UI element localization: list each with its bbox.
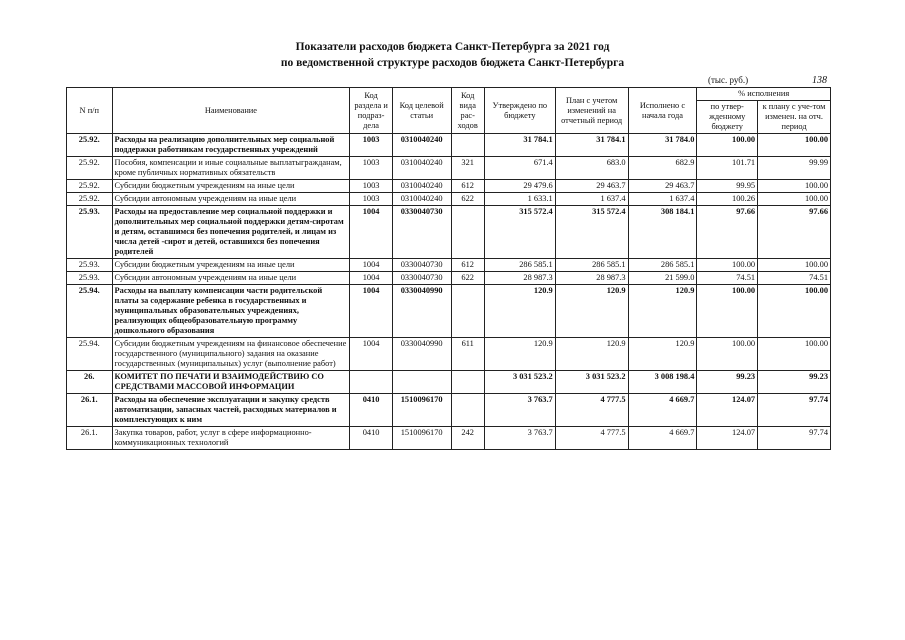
row-razdel-code: 1003 <box>350 193 393 206</box>
row-plan: 120.9 <box>555 285 628 338</box>
row-pct-plan: 74.51 <box>758 272 831 285</box>
row-name: Субсидии бюджетным учреждениям на иные цели <box>112 259 350 272</box>
row-executed: 682.9 <box>628 157 697 180</box>
table-body <box>67 134 831 450</box>
row-pct-approved: 74.51 <box>697 272 758 285</box>
row-pct-plan: 97.66 <box>758 206 831 259</box>
row-pct-plan: 100.00 <box>758 259 831 272</box>
row-vid-code: 611 <box>451 338 484 371</box>
row-number: 25.93. <box>67 272 113 285</box>
table-row <box>67 394 831 427</box>
table-row <box>67 193 831 206</box>
row-executed: 29 463.7 <box>628 180 697 193</box>
row-number: 25.93. <box>67 206 113 259</box>
header-name: Наименование <box>112 88 350 134</box>
row-name: Субсидии бюджетным учреждениям на финансовое обеспечение государственного (муниципального) задания на оказание государственных (муниципальных) услуг (выполнение работ) <box>112 338 350 371</box>
row-number: 25.94. <box>67 338 113 371</box>
row-razdel-code: 0410 <box>350 394 393 427</box>
row-pct-approved: 99.95 <box>697 180 758 193</box>
row-vid-code <box>451 206 484 259</box>
row-executed: 1 637.4 <box>628 193 697 206</box>
row-executed: 308 184.1 <box>628 206 697 259</box>
row-pct-approved: 100.00 <box>697 134 758 157</box>
row-pct-approved: 97.66 <box>697 206 758 259</box>
budget-table <box>66 87 831 450</box>
row-vid-code: 612 <box>451 180 484 193</box>
row-pct-approved: 100.00 <box>697 285 758 338</box>
row-executed: 4 669.7 <box>628 427 697 450</box>
row-razdel-code: 1003 <box>350 180 393 193</box>
row-vid-code: 321 <box>451 157 484 180</box>
row-executed: 120.9 <box>628 338 697 371</box>
row-number: 26.1. <box>67 394 113 427</box>
row-name: Субсидии автономным учреждениям на иные цели <box>112 193 350 206</box>
row-number: 26.1. <box>67 427 113 450</box>
table-row <box>67 427 831 450</box>
row-number: 25.92. <box>67 134 113 157</box>
row-approved: 1 633.1 <box>484 193 555 206</box>
table-row <box>67 338 831 371</box>
page-number: 138 <box>812 75 827 86</box>
row-vid-code: 622 <box>451 193 484 206</box>
row-plan: 315 572.4 <box>555 206 628 259</box>
row-pct-approved: 124.07 <box>697 394 758 427</box>
row-number: 25.93. <box>67 259 113 272</box>
row-name: Пособия, компенсации и иные социальные выплатыгражданам, кроме публичных нормативных обязательств <box>112 157 350 180</box>
table-row <box>67 259 831 272</box>
row-plan: 1 637.4 <box>555 193 628 206</box>
row-approved: 286 585.1 <box>484 259 555 272</box>
row-executed: 286 585.1 <box>628 259 697 272</box>
row-pct-plan: 100.00 <box>758 193 831 206</box>
row-pct-plan: 99.23 <box>758 371 831 394</box>
row-approved: 29 479.6 <box>484 180 555 193</box>
row-pct-approved: 99.23 <box>697 371 758 394</box>
row-approved: 120.9 <box>484 285 555 338</box>
row-plan: 29 463.7 <box>555 180 628 193</box>
row-vid-code <box>451 394 484 427</box>
row-name: Субсидии автономным учреждениям на иные цели <box>112 272 350 285</box>
row-statya-code <box>392 371 451 394</box>
row-number: 25.92. <box>67 157 113 180</box>
row-approved: 315 572.4 <box>484 206 555 259</box>
row-number: 25.94. <box>67 285 113 338</box>
row-executed: 31 784.0 <box>628 134 697 157</box>
row-plan: 286 585.1 <box>555 259 628 272</box>
row-statya-code: 0330040990 <box>392 285 451 338</box>
row-vid-code: 612 <box>451 259 484 272</box>
table-row <box>67 272 831 285</box>
row-name: Расходы на реализацию дополнительных мер социальной поддержки работникам государственных учреждений <box>112 134 350 157</box>
row-pct-approved: 100.00 <box>697 259 758 272</box>
report-title-line-2: по ведомственной структуре расходов бюджета Санкт-Петербурга <box>280 57 625 69</box>
row-executed: 3 008 198.4 <box>628 371 697 394</box>
row-razdel-code: 1004 <box>350 259 393 272</box>
row-pct-approved: 101.71 <box>697 157 758 180</box>
row-plan: 4 777.5 <box>555 394 628 427</box>
row-razdel-code: 1004 <box>350 272 393 285</box>
header-np: N п/п <box>67 88 113 134</box>
row-pct-plan: 100.00 <box>758 338 831 371</box>
row-plan: 3 031 523.2 <box>555 371 628 394</box>
row-plan: 31 784.1 <box>555 134 628 157</box>
row-approved: 31 784.1 <box>484 134 555 157</box>
row-executed: 120.9 <box>628 285 697 338</box>
row-statya-code: 0330040730 <box>392 259 451 272</box>
row-vid-code: 242 <box>451 427 484 450</box>
row-statya-code: 0330040730 <box>392 206 451 259</box>
header-pct-utv: по утвер-жденному бюджету <box>697 101 758 134</box>
header-utv: Утверждено по бюджету <box>484 88 555 134</box>
row-plan: 28 987.3 <box>555 272 628 285</box>
row-razdel-code: 1004 <box>350 285 393 338</box>
row-name: Расходы на предоставление мер социальной поддержки и дополнительных мер социальной поддержки детям-сиротам и детям, оставшимся без попечения родителей, и лицам из числа детей -сирот и детей, оставшихся без попечения родителей <box>112 206 350 259</box>
table-row <box>67 371 831 394</box>
row-razdel-code: 0410 <box>350 427 393 450</box>
row-name: Закупка товаров, работ, услуг в сфере информационно-коммуникационных технологий <box>112 427 350 450</box>
row-approved: 3 031 523.2 <box>484 371 555 394</box>
row-pct-approved: 124.07 <box>697 427 758 450</box>
row-statya-code: 0310040240 <box>392 193 451 206</box>
row-pct-plan: 97.74 <box>758 427 831 450</box>
header-pct-plan: к плану с уче-том изменен. на отч. период <box>758 101 831 134</box>
row-number: 26. <box>67 371 113 394</box>
row-pct-approved: 100.26 <box>697 193 758 206</box>
row-name: Расходы на обеспечение эксплуатации и закупку средств автоматизации, запасных частей, расходных материалов и комплектующих к ним <box>112 394 350 427</box>
row-vid-code <box>451 134 484 157</box>
table-row <box>67 206 831 259</box>
row-approved: 28 987.3 <box>484 272 555 285</box>
row-vid-code <box>451 371 484 394</box>
row-statya-code: 0330040730 <box>392 272 451 285</box>
row-pct-plan: 100.00 <box>758 134 831 157</box>
row-number: 25.92. <box>67 193 113 206</box>
row-razdel-code: 1004 <box>350 206 393 259</box>
table-row <box>67 180 831 193</box>
row-pct-plan: 99.99 <box>758 157 831 180</box>
row-statya-code: 0310040240 <box>392 180 451 193</box>
header-plan: План с учетом изменений на отчетный период <box>555 88 628 134</box>
header-pct-group: % исполнения <box>697 88 831 101</box>
row-statya-code: 0310040240 <box>392 157 451 180</box>
row-razdel-code: 1003 <box>350 157 393 180</box>
row-number: 25.92. <box>67 180 113 193</box>
row-approved: 3 763.7 <box>484 394 555 427</box>
table-row <box>67 157 831 180</box>
row-vid-code <box>451 285 484 338</box>
row-statya-code: 0330040990 <box>392 338 451 371</box>
row-plan: 4 777.5 <box>555 427 628 450</box>
header-statya: Код целевой статьи <box>392 88 451 134</box>
header-isp: Исполнено с начала года <box>628 88 697 134</box>
row-statya-code: 0310040240 <box>392 134 451 157</box>
row-plan: 683.0 <box>555 157 628 180</box>
row-razdel-code: 1003 <box>350 134 393 157</box>
row-pct-plan: 100.00 <box>758 180 831 193</box>
row-executed: 4 669.7 <box>628 394 697 427</box>
row-approved: 120.9 <box>484 338 555 371</box>
units-label: (тыс. руб.) <box>708 75 749 85</box>
row-pct-approved: 100.00 <box>697 338 758 371</box>
row-name: КОМИТЕТ ПО ПЕЧАТИ И ВЗАИМОДЕЙСТВИЮ СО СРЕДСТВАМИ МАССОВОЙ ИНФОРМАЦИИ <box>112 371 350 394</box>
row-vid-code: 622 <box>451 272 484 285</box>
header-vid: Код вида рас-ходов <box>451 88 484 134</box>
table-row <box>67 134 831 157</box>
table-row <box>67 285 831 338</box>
row-plan: 120.9 <box>555 338 628 371</box>
row-razdel-code <box>350 371 393 394</box>
header-razdel: Код раздела и подраз-дела <box>350 88 393 134</box>
row-pct-plan: 97.74 <box>758 394 831 427</box>
row-pct-plan: 100.00 <box>758 285 831 338</box>
report-title-line-1: Показатели расходов бюджета Санкт-Петербурга за 2021 год <box>295 41 610 53</box>
row-razdel-code: 1004 <box>350 338 393 371</box>
row-name: Субсидии бюджетным учреждениям на иные цели <box>112 180 350 193</box>
header-row-1 <box>67 88 831 101</box>
row-statya-code: 1510096170 <box>392 394 451 427</box>
row-name: Расходы на выплату компенсации части родительской платы за содержание ребенка в государственных и муниципальных образовательных учреждениях, реализующих общеобразовательную программу дошкольного образования <box>112 285 350 338</box>
row-approved: 671.4 <box>484 157 555 180</box>
row-approved: 3 763.7 <box>484 427 555 450</box>
row-statya-code: 1510096170 <box>392 427 451 450</box>
row-executed: 21 599.0 <box>628 272 697 285</box>
